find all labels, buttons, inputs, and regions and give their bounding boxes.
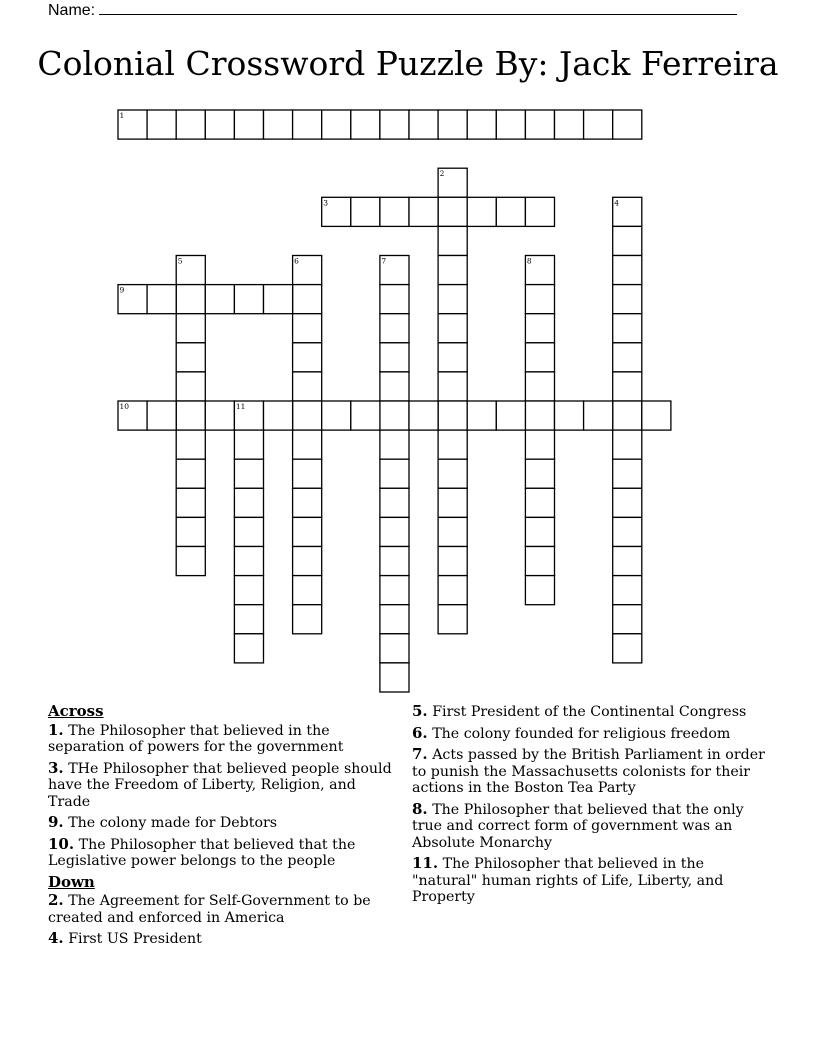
crossword-cell[interactable] xyxy=(613,226,642,255)
crossword-cell[interactable] xyxy=(176,517,205,546)
clues-left-column xyxy=(48,703,398,952)
crossword-cell[interactable] xyxy=(176,110,205,139)
crossword-cell[interactable] xyxy=(525,576,554,605)
crossword-cell[interactable] xyxy=(525,517,554,546)
name-underline[interactable] xyxy=(99,0,737,15)
crossword-cell[interactable] xyxy=(380,285,409,314)
crossword-cell[interactable] xyxy=(264,110,293,139)
clue-item xyxy=(48,814,398,832)
crossword-cell[interactable] xyxy=(613,110,642,139)
crossword-cell[interactable] xyxy=(293,401,322,430)
crossword-cell[interactable] xyxy=(438,488,467,517)
crossword-cell[interactable] xyxy=(642,401,671,430)
clue-number: 10. xyxy=(48,834,75,853)
crossword-cell[interactable] xyxy=(613,576,642,605)
crossword-cell[interactable] xyxy=(176,285,205,314)
page-title: Colonial Crossword Puzzle By: Jack Ferreira xyxy=(37,44,779,83)
clue-text: The colony founded for religious freedom xyxy=(432,725,731,742)
clue-text: The Philosopher that believed in the separation of powers for the government xyxy=(48,722,344,755)
crossword-cell[interactable] xyxy=(322,401,351,430)
crossword-cell[interactable] xyxy=(380,459,409,488)
crossword-cell[interactable] xyxy=(293,576,322,605)
crossword-cell[interactable] xyxy=(205,401,234,430)
crossword-cell[interactable] xyxy=(380,314,409,343)
crossword-cell[interactable] xyxy=(438,226,467,255)
crossword-cell[interactable] xyxy=(293,372,322,401)
crossword-cell[interactable] xyxy=(176,343,205,372)
clue-item xyxy=(48,760,398,811)
crossword-cell[interactable] xyxy=(525,372,554,401)
crossword-cell[interactable] xyxy=(380,343,409,372)
clue-number: 9. xyxy=(48,813,64,831)
crossword-cell[interactable] xyxy=(613,401,642,430)
crossword-cell[interactable] xyxy=(205,110,234,139)
crossword-cell[interactable] xyxy=(438,256,467,285)
crossword-cell[interactable] xyxy=(438,343,467,372)
crossword-cell[interactable] xyxy=(438,517,467,546)
crossword-cell[interactable] xyxy=(264,401,293,430)
crossword-cell[interactable] xyxy=(176,372,205,401)
down-heading: Down xyxy=(48,872,95,891)
crossword-cell[interactable] xyxy=(380,110,409,139)
clue-text: The Philosopher that believed that the Legislative power belongs to the people xyxy=(48,836,356,869)
crossword-cell[interactable] xyxy=(613,256,642,285)
crossword-cell[interactable] xyxy=(438,168,467,197)
crossword-cell[interactable] xyxy=(293,605,322,634)
crossword-cell[interactable] xyxy=(147,401,176,430)
crossword-cell[interactable] xyxy=(293,285,322,314)
crossword-cell[interactable] xyxy=(147,110,176,139)
crossword-cell[interactable] xyxy=(380,576,409,605)
cell-number: 1 xyxy=(119,111,125,120)
crossword-cell[interactable] xyxy=(438,576,467,605)
crossword-cell[interactable] xyxy=(555,110,584,139)
crossword-cell[interactable] xyxy=(293,459,322,488)
crossword-cell[interactable] xyxy=(467,197,496,226)
crossword-cell[interactable] xyxy=(351,197,380,226)
crossword-cell[interactable] xyxy=(613,488,642,517)
crossword-cell[interactable] xyxy=(584,110,613,139)
crossword-cell[interactable] xyxy=(525,488,554,517)
crossword-cell[interactable] xyxy=(176,547,205,576)
cell-number: 4 xyxy=(614,198,619,208)
crossword-cell[interactable] xyxy=(380,517,409,546)
crossword-cell[interactable] xyxy=(234,110,263,139)
crossword-cell[interactable] xyxy=(525,197,554,226)
crossword-cell[interactable] xyxy=(176,488,205,517)
crossword-cell[interactable] xyxy=(555,401,584,430)
clue-text: The colony made for Debtors xyxy=(68,815,278,831)
crossword-cell[interactable] xyxy=(613,343,642,372)
crossword-cell[interactable] xyxy=(438,401,467,430)
crossword-cell[interactable] xyxy=(438,547,467,576)
crossword-cell[interactable] xyxy=(438,372,467,401)
crossword-cell[interactable] xyxy=(176,459,205,488)
crossword-cell[interactable] xyxy=(613,459,642,488)
cell-number: 3 xyxy=(323,198,328,208)
crossword-cell[interactable] xyxy=(409,110,438,139)
cell-number: 7 xyxy=(381,256,387,266)
crossword-cell[interactable] xyxy=(293,547,322,576)
clue-item xyxy=(48,722,398,756)
crossword-cell[interactable] xyxy=(234,605,263,634)
crossword-cell[interactable] xyxy=(176,314,205,343)
crossword-cell[interactable] xyxy=(438,459,467,488)
crossword-cell[interactable] xyxy=(525,547,554,576)
cell-number: 2 xyxy=(439,169,445,179)
crossword-cell[interactable] xyxy=(525,256,554,285)
clue-text: Acts passed by the British Parliament in order to punish the Massachusetts colonists for their actions in the Boston Tea Party xyxy=(412,747,765,796)
crossword-cell[interactable] xyxy=(234,547,263,576)
crossword-cell[interactable] xyxy=(525,343,554,372)
name-field[interactable] xyxy=(48,0,737,20)
cell-number: 10 xyxy=(119,402,130,411)
down-clue-list-continued xyxy=(412,703,772,906)
crossword-cell[interactable] xyxy=(467,110,496,139)
crossword-cell[interactable] xyxy=(380,547,409,576)
cell-number: 6 xyxy=(294,256,299,266)
cell-number: 9 xyxy=(119,285,125,295)
crossword-cell[interactable] xyxy=(380,634,409,663)
crossword-cell[interactable] xyxy=(584,401,613,430)
crossword-cell[interactable] xyxy=(380,663,409,692)
crossword-cell[interactable] xyxy=(525,314,554,343)
crossword-cell[interactable] xyxy=(409,197,438,226)
crossword-cell[interactable] xyxy=(525,401,554,430)
clue-number: 8. xyxy=(412,799,428,818)
clue-number: 2. xyxy=(48,891,64,909)
crossword-cell[interactable] xyxy=(525,459,554,488)
crossword-cell[interactable] xyxy=(613,517,642,546)
crossword-cell[interactable] xyxy=(264,285,293,314)
crossword-cell[interactable] xyxy=(234,430,263,459)
crossword-cell[interactable] xyxy=(293,314,322,343)
crossword-cell[interactable] xyxy=(438,430,467,459)
cell-number: 11 xyxy=(235,402,246,411)
crossword-cell[interactable] xyxy=(380,430,409,459)
clue-number: 11. xyxy=(412,854,439,872)
cell-number: 5 xyxy=(177,256,183,266)
crossword-cell[interactable] xyxy=(438,197,467,226)
crossword-cell[interactable] xyxy=(380,256,409,285)
crossword-cell[interactable] xyxy=(496,197,525,226)
crossword-cell[interactable] xyxy=(351,401,380,430)
crossword-cell[interactable] xyxy=(380,372,409,401)
crossword-cell[interactable] xyxy=(118,110,147,139)
clue-text: THe Philosopher that believed people should have the Freedom of Liberty, Religion, and Trade xyxy=(48,760,392,810)
crossword-cell[interactable] xyxy=(467,401,496,430)
crossword-cell[interactable] xyxy=(234,285,263,314)
name-label: Name: xyxy=(48,2,96,19)
crossword-cell[interactable] xyxy=(380,401,409,430)
clues-right-column xyxy=(412,703,772,910)
crossword-cell[interactable] xyxy=(613,285,642,314)
crossword-cell[interactable] xyxy=(525,285,554,314)
crossword-cell[interactable] xyxy=(380,488,409,517)
clue-text: The Philosopher that believed that the only true and correct form of government was an Absolute Monarchy xyxy=(412,801,744,851)
clue-number: 7. xyxy=(412,745,428,763)
crossword-cell[interactable] xyxy=(118,285,147,314)
crossword-cell[interactable] xyxy=(234,459,263,488)
crossword-cell[interactable] xyxy=(613,605,642,634)
crossword-cell[interactable] xyxy=(613,634,642,663)
crossword-cell[interactable] xyxy=(176,430,205,459)
crossword-cell[interactable] xyxy=(525,110,554,139)
clue-text: The Agreement for Self-Government to be created and enforced in America xyxy=(48,893,371,926)
clue-number: 4. xyxy=(48,929,64,947)
clue-number: 1. xyxy=(48,720,64,739)
crossword-cell[interactable] xyxy=(293,343,322,372)
across-clue-list xyxy=(48,722,398,870)
crossword-cell[interactable] xyxy=(293,488,322,517)
crossword-cell[interactable] xyxy=(234,634,263,663)
crossword-cell[interactable] xyxy=(176,401,205,430)
crossword-cell[interactable] xyxy=(322,110,351,139)
crossword-cell[interactable] xyxy=(293,517,322,546)
clue-item xyxy=(48,892,398,926)
cell-number: 8 xyxy=(526,256,532,266)
clue-item xyxy=(48,930,398,948)
crossword-cell[interactable] xyxy=(409,401,438,430)
clue-number: 5. xyxy=(412,702,428,720)
crossword-cell[interactable] xyxy=(322,197,351,226)
crossword-cell[interactable] xyxy=(438,110,467,139)
across-heading: Across xyxy=(48,702,104,720)
clue-text: First US President xyxy=(68,931,202,947)
crossword-cell[interactable] xyxy=(147,285,176,314)
clue-item xyxy=(48,836,398,870)
crossword-cell[interactable] xyxy=(438,285,467,314)
crossword-cell[interactable] xyxy=(496,110,525,139)
crossword-cell[interactable] xyxy=(525,430,554,459)
crossword-cell[interactable] xyxy=(234,517,263,546)
crossword-cell[interactable] xyxy=(380,605,409,634)
clue-text: First President of the Continental Congress xyxy=(432,704,747,720)
clue-item xyxy=(412,801,772,852)
crossword-cell[interactable] xyxy=(351,110,380,139)
crossword-cell[interactable] xyxy=(234,401,263,430)
clue-number: 6. xyxy=(412,723,428,742)
crossword-cell[interactable] xyxy=(613,430,642,459)
crossword-cell[interactable] xyxy=(438,605,467,634)
crossword-cell[interactable] xyxy=(496,401,525,430)
clue-item xyxy=(412,703,772,721)
crossword-cell[interactable] xyxy=(613,372,642,401)
crossword-cell[interactable] xyxy=(293,430,322,459)
crossword-cell[interactable] xyxy=(234,576,263,605)
crossword-cell[interactable] xyxy=(613,314,642,343)
clue-item xyxy=(412,746,772,797)
crossword-cell[interactable] xyxy=(380,197,409,226)
clue-text: The Philosopher that believed in the "natural" human rights of Life, Liberty, and Property xyxy=(412,856,724,905)
crossword-cell[interactable] xyxy=(293,110,322,139)
clue-number: 3. xyxy=(48,758,64,777)
crossword-cell[interactable] xyxy=(613,197,642,226)
crossword-cell[interactable] xyxy=(176,256,205,285)
crossword-cell[interactable] xyxy=(118,401,147,430)
crossword-cell[interactable] xyxy=(234,488,263,517)
crossword-cell[interactable] xyxy=(205,285,234,314)
down-clue-list xyxy=(48,892,398,948)
crossword-cell[interactable] xyxy=(613,547,642,576)
crossword-cell[interactable] xyxy=(293,256,322,285)
clue-item xyxy=(412,855,772,906)
clue-item xyxy=(412,725,772,743)
crossword-cell[interactable] xyxy=(438,314,467,343)
